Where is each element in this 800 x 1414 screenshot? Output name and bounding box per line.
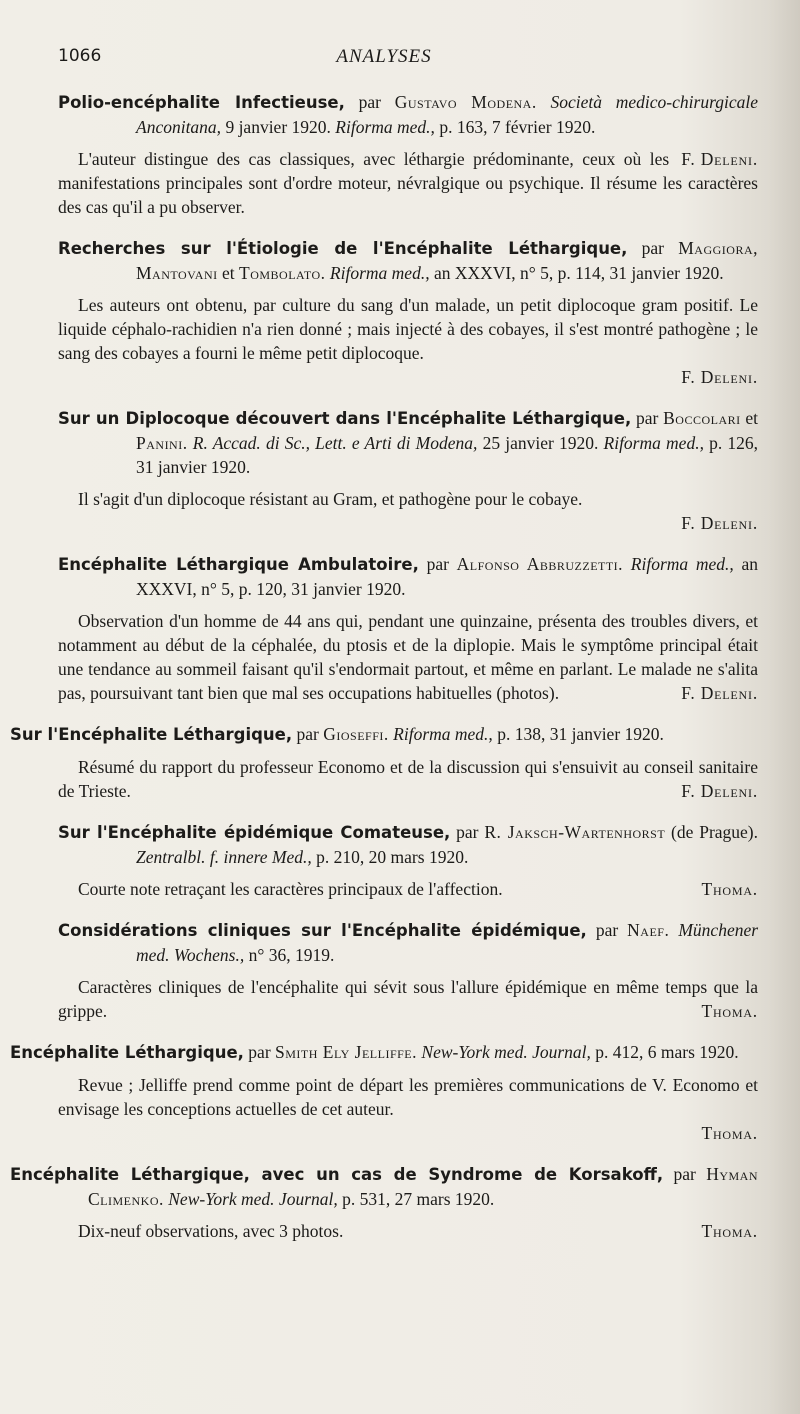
entry-signature: Thoma. (701, 1123, 758, 1143)
entry-journal: Riforma med., (393, 724, 493, 744)
entry-title: Sur l'Encéphalite Léthargique, (10, 725, 293, 744)
entry-reference: Polio-encéphalite Infectieuse, par Gustavo Modena. Società medico-chirurgicale Anconitana, 9 janvier 1920. Riforma med., p. 163, 7 février 1920. (58, 92, 758, 137)
analyses-list (10, 90, 759, 1260)
entry-signature: F. Deleni. (681, 683, 758, 703)
entry-encephalite-lethargique-gioseffi (10, 722, 758, 803)
entry-title: Encéphalite Léthargique, avec un cas de Syndrome de Korsakoff, (10, 1165, 664, 1184)
entry-journal: Riforma med., (329, 263, 430, 283)
entry-citation: Società medico-chirurgicale Anconitana, (136, 92, 758, 137)
entry-reference: Encéphalite Léthargique Ambulatoire, par Alfonso Abbruzzetti. Riforma med., an XXXVI, n° 5, p. 120, 31 janvier 1920. (58, 554, 759, 599)
entry-title: Encéphalite Léthargique Ambulatoire, (58, 555, 419, 574)
entry-author: Alfonso Abbruzzetti. (456, 554, 624, 574)
entry-reference: Encéphalite Léthargique, par Smith Ely Jelliffe. New-York med. Journal, p. 412, 6 mars 1920. (10, 1042, 739, 1062)
entry-recherches-etiologie (58, 236, 758, 389)
entry-author: Maggiora, Mantovani (136, 238, 758, 283)
running-title: ANALYSES (336, 46, 432, 67)
entry-body: Thoma. Dix-neuf observations, avec 3 photos. (78, 1221, 758, 1241)
entry-author-2: Tombolato. (239, 263, 326, 283)
entry-signature: Thoma. (701, 879, 758, 899)
entry-polio-encephalite (58, 90, 758, 219)
entry-body: Les auteurs ont obtenu, par culture du sang d'un malade, un petit diplocoque gram positif. Le liquide céphalo-rachidien n'a rien donné ; mais injecté à des cobayes, il s'est montré pathogène ; le sang des cobayes a fourni le même petit diplocoque. (58, 295, 758, 363)
entry-korsakoff (10, 1162, 758, 1243)
page-number: 1066 (58, 46, 102, 66)
entry-comateuse (58, 820, 758, 901)
entry-signature: F. Deleni. (681, 781, 758, 801)
entry-reference: Sur l'Encéphalite épidémique Comateuse, par R. Jaksch-Wartenhorst (de Prague). Zentralbl. f. innere Med., p. 210, 20 mars 1920. (58, 822, 759, 867)
entry-signature: Thoma. (701, 1001, 758, 1021)
entry-body: Observation d'un homme de 44 ans qui, pendant une quinzaine, présenta des troubles divers, et notamment au début de la céphalée, du ptosis et de la diplopie. Mais le symptôme principal était une tendance au sommeil faisant qu'il s'endormait partout, et même en parlant. Le malade ne s'alita pas, poursuivant tant bien que mal ses occupations habituelles (photos). F. Deleni. (58, 611, 758, 703)
entry-body: Thoma. Courte note retraçant les caractères principaux de l'affection. (78, 879, 758, 899)
entry-author: R. Jaksch-Wartenhorst (484, 822, 666, 842)
entry-body: Il s'agit d'un diplocoque résistant au Gram, et pathogène pour le cobaye. (78, 489, 583, 509)
entry-journal: Riforma med., (603, 433, 704, 453)
entry-author-2: Panini. (136, 433, 188, 453)
entry-author: Hyman Climenko. (88, 1164, 758, 1209)
entry-body: Résumé du rapport du professeur Economo et de la discussion qui s'ensuivit au conseil sanitaire de Trieste. F. Deleni. (58, 757, 758, 801)
entry-author: Boccolari (663, 408, 741, 428)
entry-body: Caractères cliniques de l'encéphalite qui sévit sous l'allure épidémique en même temps que la grippe. Thoma. (58, 977, 758, 1021)
entry-body: F. Deleni. L'auteur distingue des cas classiques, avec léthargie prédominante, ceux où les manifestations principales sont d'ordre moteur, névralgique ou psychique. Il résume les caractères des cas qu'il a pu observer. (58, 149, 758, 217)
entry-journal: Riforma med., (630, 554, 734, 574)
entry-signature: Thoma. (701, 1221, 758, 1241)
entry-reference: Recherches sur l'Étiologie de l'Encéphalite Léthargique, par Maggiora, Mantovani et Tombolato. Riforma med., an XXXVI, n° 5, p. 114, 31 janvier 1920. (58, 238, 758, 283)
entry-citation: R. Accad. di Sc., Lett. e Arti di Modena, (192, 433, 478, 453)
entry-title: Encéphalite Léthargique, (10, 1043, 244, 1062)
page-header (58, 46, 710, 76)
entry-author: Naef. (627, 920, 670, 940)
entry-reference: Sur l'Encéphalite Léthargique, par Gioseffi. Riforma med., p. 138, 31 janvier 1920. (10, 724, 664, 744)
entry-author: Gioseffi. (323, 724, 389, 744)
entry-journal: New-York med. Journal, (421, 1042, 591, 1062)
entry-journal: New-York med. Journal, (168, 1189, 338, 1209)
entry-author: Gustavo Modena. (394, 92, 537, 112)
entry-considerations-cliniques (58, 918, 758, 1023)
entry-author: Smith Ely Jelliffe. (275, 1042, 418, 1062)
entry-jelliffe (10, 1040, 758, 1145)
entry-signature: F. Deleni. (681, 513, 758, 533)
entry-reference: Encéphalite Léthargique, avec un cas de Syndrome de Korsakoff, par Hyman Climenko. New-York med. Journal, p. 531, 27 mars 1920. (10, 1164, 758, 1209)
entry-journal: Riforma med., (335, 117, 435, 137)
entry-body: Revue ; Jelliffe prend comme point de départ les premières communications de V. Economo et envisage les conceptions actuelles de cet auteur. (58, 1075, 758, 1119)
entry-title: Sur un Diplocoque découvert dans l'Encéphalite Léthargique, (58, 409, 632, 428)
entry-reference: Considérations cliniques sur l'Encéphalite épidémique, par Naef. Münchener med. Wochens., n° 36, 1919. (58, 920, 759, 965)
entry-title: Polio-encéphalite Infectieuse, (58, 93, 345, 112)
entry-diplocoque (58, 406, 758, 535)
entry-title: Recherches sur l'Étiologie de l'Encéphalite Léthargique, (58, 239, 628, 258)
entry-title: Sur l'Encéphalite épidémique Comateuse, (58, 823, 451, 842)
entry-signature: F. Deleni. (681, 367, 758, 387)
entry-title: Considérations cliniques sur l'Encéphalite épidémique, (58, 921, 587, 940)
entry-signature: F. Deleni. (681, 149, 758, 169)
entry-reference: Sur un Diplocoque découvert dans l'Encéphalite Léthargique, par Boccolari et Panini. R. Accad. di Sc., Lett. e Arti di Modena, 25 janvier 1920. Riforma med., p. 126, 31 janvier 1920. (58, 408, 759, 477)
entry-journal: Zentralbl. f. innere Med., (136, 847, 312, 867)
entry-ambulatoire (58, 552, 758, 705)
entry-journal: Münchener med. Wochens., (136, 920, 759, 965)
